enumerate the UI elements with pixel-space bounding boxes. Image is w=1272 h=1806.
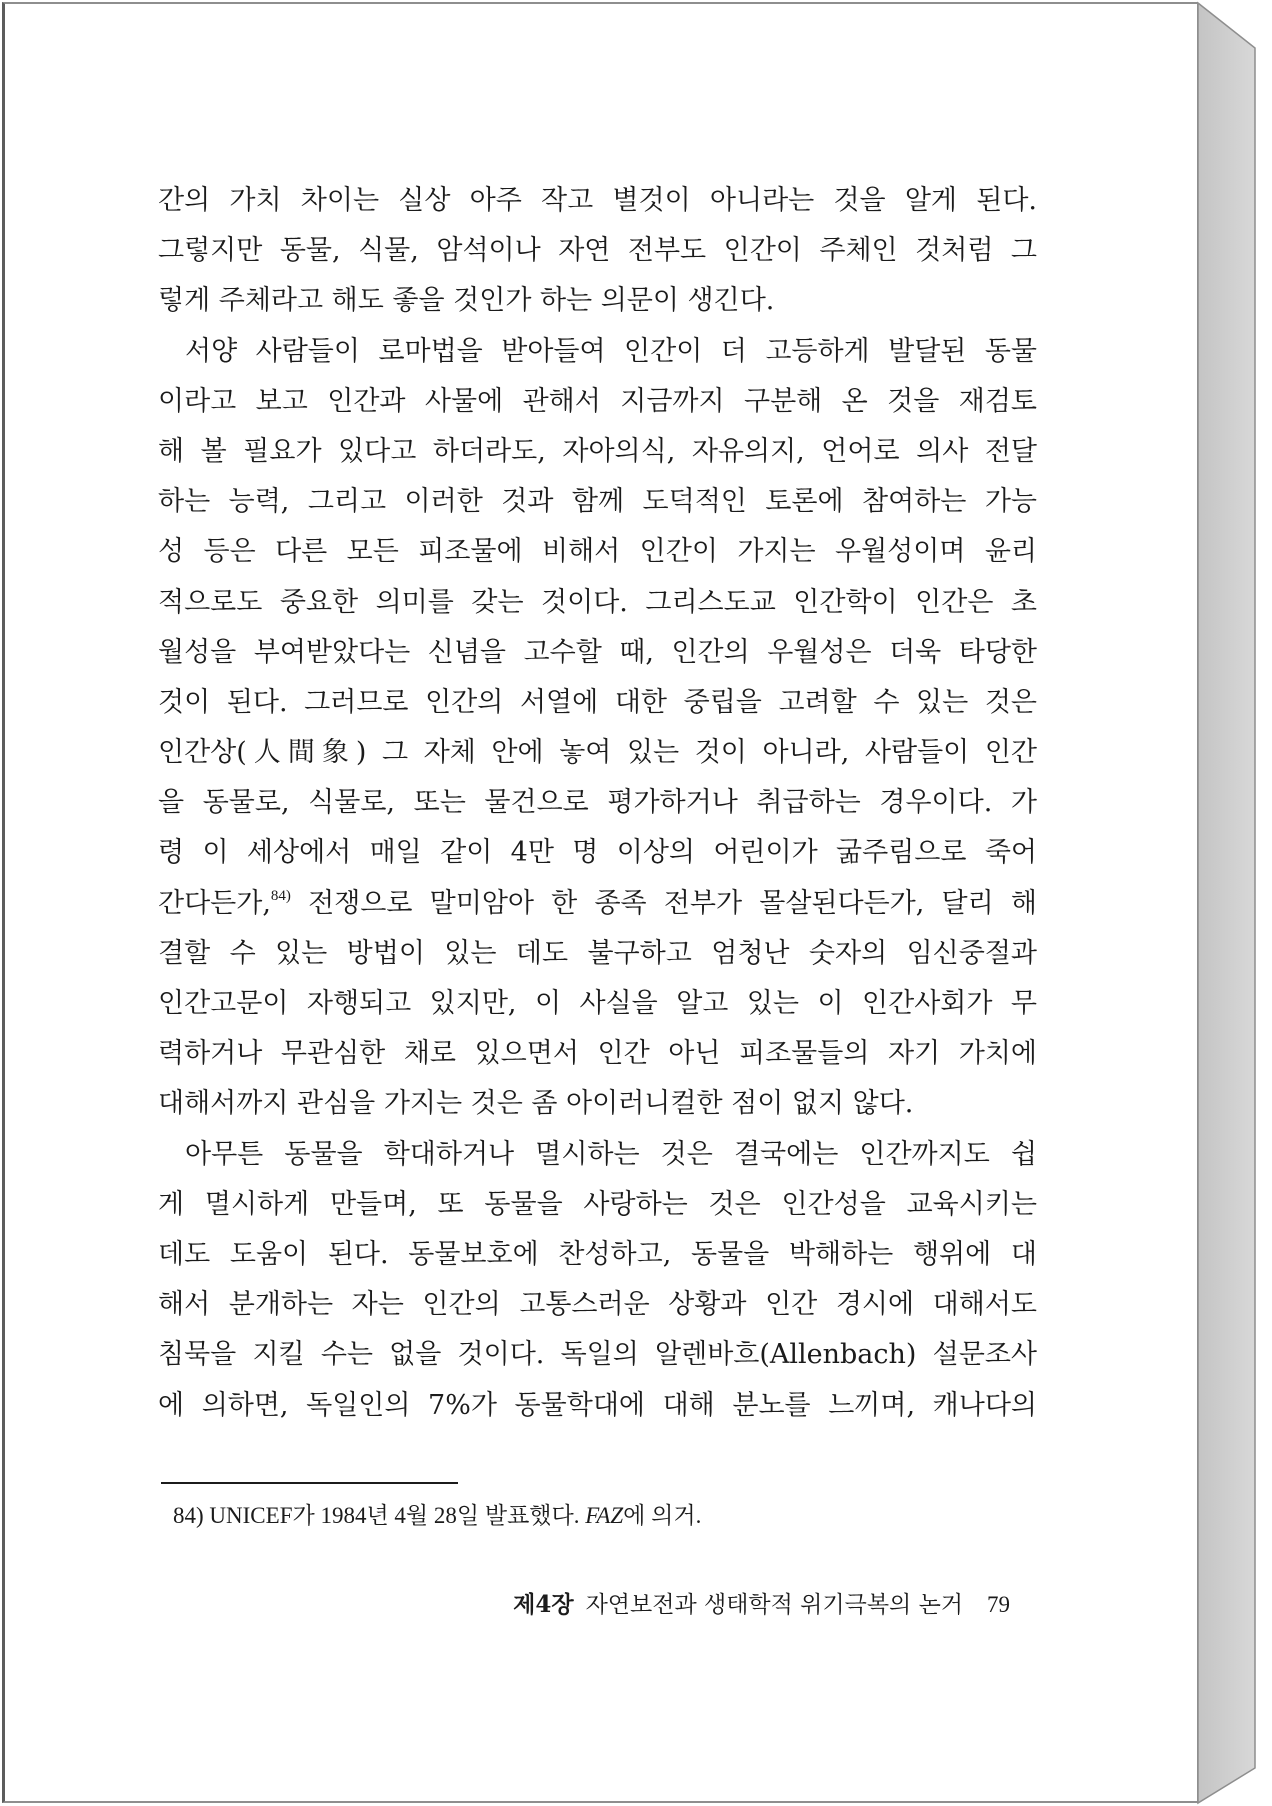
paragraph-2 [158,327,1037,1130]
page-number: 79 [987,1592,1010,1617]
body-line: 하는 능력, 그리고 이러한 것과 함께 도덕적인 토론에 참여하는 가능 [158,486,1037,518]
body-line: 월성을 부여받았다는 신념을 고수할 때, 인간의 우월성은 더욱 타당한 [158,636,1037,668]
body-line: 게 멸시하게 만들며, 또 동물을 사랑하는 것은 인간성을 교육시키는 [158,1188,1037,1220]
book-side-panel [1198,3,1255,1803]
chapter-title: 자연보전과 생태학적 위기극복의 논거 [585,1592,963,1618]
body-line: 력하거나 무관심한 채로 있으면서 인간 아닌 피조물들의 자기 가치에 [158,1038,1037,1070]
body-line: 에 의하면, 독일인의 7%가 동물학대에 대해 분노를 느끼며, 캐나다의 [158,1389,1037,1421]
footnote [173,1500,701,1532]
body-line: 해 볼 필요가 있다고 하더라도, 자아의식, 자유의지, 언어로 의사 전달 [158,435,1037,467]
body-text [158,176,1037,1431]
body-line: 아무튼 동물을 학대하거나 멸시하는 것은 결국에는 인간까지도 쉽 [185,1138,1037,1170]
body-line: 령 이 세상에서 매일 같이 4만 명 이상의 어린이가 굶주림으로 죽어 [158,837,1037,869]
footnote-text: UNICEF가 1984년 4월 28일 발표했다. [209,1503,580,1528]
body-text-segment: 전쟁으로 말미암아 한 종족 전부가 몰살된다든가, 달리 해 [308,887,1037,919]
body-line-with-footnote [158,879,1037,929]
footnote-reference: 84) [270,887,291,904]
running-footer [0,1589,1010,1621]
body-line: 침묵을 지킬 수는 없을 것이다. 독일의 알렌바흐(Allenbach) 설문조사 [158,1339,1037,1371]
body-line: 그렇지만 동물, 식물, 암석이나 자연 전부도 인간이 주체인 것처럼 그 [158,235,1037,267]
body-line: 간의 가치 차이는 실상 아주 작고 별것이 아니라는 것을 알게 된다. [158,185,1037,216]
chapter-label: 제4장 [513,1591,574,1618]
body-line: 대해서까지 관심을 가지는 것은 좀 아이러니컬한 점이 없지 않다. [158,1088,914,1120]
body-line: 것이 된다. 그러므로 인간의 서열에 대한 중립을 고려할 수 있는 것은 [158,686,1037,718]
body-text-segment: 간다든가, [158,887,271,919]
footnote-rule [161,1482,458,1484]
footnote-source: FAZ [585,1503,624,1528]
body-line: 적으로도 중요한 의미를 갖는 것이다. 그리스도교 인간학이 인간은 초 [158,586,1037,618]
body-line: 렇게 주체라고 해도 좋을 것인가 하는 의문이 생긴다. [158,285,775,317]
body-line: 데도 도움이 된다. 동물보호에 찬성하고, 동물을 박해하는 행위에 대 [158,1238,1037,1270]
body-line: 해서 분개하는 자는 인간의 고통스러운 상황과 인간 경시에 대해서도 [158,1289,1037,1321]
body-line: 성 등은 다른 모든 피조물에 비해서 인간이 가지는 우월성이며 윤리 [158,536,1037,568]
body-line: 이라고 보고 인간과 사물에 관해서 지금까지 구분해 온 것을 재검토 [158,385,1037,417]
body-line: 결할 수 있는 방법이 있는 데도 불구하고 엄청난 숫자의 임신중절과 [158,937,1037,969]
paragraph-1 [158,176,1037,327]
footnote-number: 84) [173,1503,204,1528]
paragraph-3 [158,1130,1037,1431]
body-line: 인간고문이 자행되고 있지만, 이 사실을 알고 있는 이 인간사회가 무 [158,988,1037,1019]
body-line: 을 동물로, 식물로, 또는 물건으로 평가하거나 취급하는 경우이다. 가 [158,787,1037,819]
body-line: 인간상(人間象) 그 자체 안에 놓여 있는 것이 아니라, 사람들이 인간 [158,737,1037,769]
body-line: 서양 사람들이 로마법을 받아들여 인간이 더 고등하게 발달된 동물 [185,335,1037,367]
footnote-text-end: 에 의거. [623,1503,702,1528]
